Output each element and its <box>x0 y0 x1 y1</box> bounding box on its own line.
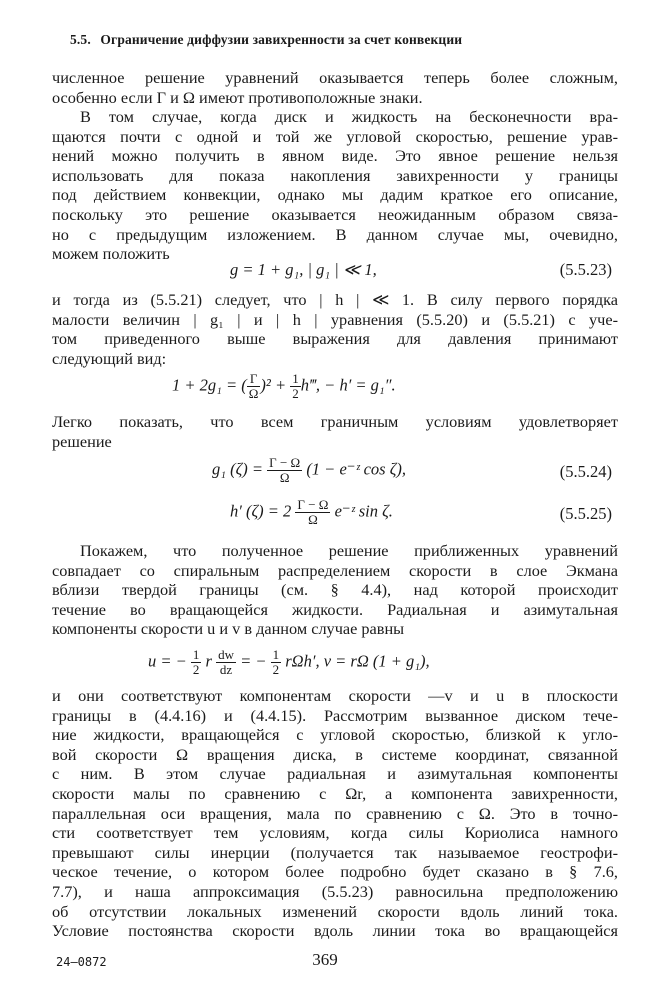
text-line: щаются почти с одной и той же угловой скоростью, решение урав- <box>52 126 618 146</box>
eq-part: 1 + 2g₁ = ( <box>172 375 247 395</box>
equation-formula: g = 1 + g₁, | g₁ | ≪ 1, <box>230 260 377 279</box>
running-header <box>70 32 590 48</box>
eq-part: )² + <box>260 375 291 395</box>
frac-num: Γ <box>247 372 261 387</box>
eq-part: g₁ (ζ) = <box>212 459 268 479</box>
paragraph-2 <box>52 107 618 264</box>
fraction-one-half <box>191 648 202 677</box>
text-line: использовать для показа накопления завихренности у границы <box>52 165 618 185</box>
equation-5-5-24 <box>52 454 618 490</box>
fraction-gamma-omega <box>247 372 261 401</box>
text-line: Условие постоянства скорости вдоль линии тока во вращающейся <box>52 921 618 941</box>
frac-den: Ω <box>308 512 318 527</box>
text-line: особенно если Γ и Ω имеют противоположные знаки. <box>52 87 423 107</box>
equation-number: (5.5.25) <box>559 504 612 523</box>
fraction-dw-dz <box>216 648 236 677</box>
frac-den: Ω <box>248 386 259 401</box>
text-line: нений можно получить в явном виде. Это явное решение нельзя <box>52 146 618 166</box>
page-number: 369 <box>312 950 338 969</box>
paragraph-1 <box>52 68 618 107</box>
section-number: 5.5. <box>70 32 91 47</box>
paragraph-6 <box>52 686 618 941</box>
frac-num: Γ − Ω <box>297 497 329 512</box>
eq-part: h‴, − h′ = g₁″. <box>300 375 396 395</box>
frac-den: 2 <box>272 662 280 677</box>
signature-code: 24—0872 <box>56 955 107 969</box>
text-line: компоненты скорости u и v в данном случае равны <box>52 619 405 639</box>
frac-den: 2 <box>292 386 299 401</box>
text-line: следующий вид: <box>52 348 167 368</box>
fraction-one-half <box>290 372 301 401</box>
frac-num: Γ − Ω <box>269 455 301 470</box>
text-line: под действием конвекции, однако мы дадим краткое его описание, <box>52 185 618 205</box>
paragraph-4 <box>52 412 618 451</box>
frac-num: 1 <box>192 647 200 662</box>
text-line: поскольку это решение оказывается неожиданным образом связа- <box>52 204 618 224</box>
frac-den: 2 <box>192 662 200 677</box>
text-line: об отсутствии локальных изменений скорости вдоль линий тока. <box>52 901 618 921</box>
text-line: ние жидкости, вращающейся с угловой скоростью, близкой к угло- <box>52 725 618 745</box>
frac-den: dz <box>219 662 233 677</box>
text-line: решение <box>52 431 112 451</box>
eq-part: u = − <box>148 651 191 671</box>
equation-pressure-system <box>52 368 618 408</box>
eq-part: e⁻ᶻ sin ζ. <box>330 501 393 521</box>
frac-den: Ω <box>279 470 290 485</box>
eq-part: rΩh′, v = rΩ (1 + g₁), <box>281 651 430 671</box>
text-line: и они соответствуют компонентам скорости —v и u в плоскости <box>52 686 618 705</box>
eq-part: (1 − e⁻ᶻ cos ζ), <box>302 459 407 479</box>
text-line: и тогда из (5.5.21) следует, что | h | ≪ 1. В силу первого порядка <box>52 290 618 309</box>
text-line: Покажем, что полученное решение приближенных уравнений <box>80 541 618 560</box>
section-title: Ограничение диффузии завихренности за счет конвекции <box>100 32 463 47</box>
text-line: сти соответствует тем условиям, когда силы Кориолиса намного <box>52 823 618 843</box>
text-line: границы в (4.4.16) и (4.4.15). Рассмотрим вызванное диском тече- <box>52 705 618 725</box>
text-line: ческое течение, о котором более подробно будет сказано в § 7.6, <box>52 862 618 882</box>
text-line: течение во вращающейся жидкости. Радиальная и азимутальная <box>52 599 618 619</box>
text-line: 7.7), и наша аппроксимация (5.5.23) равносильна предположению <box>52 881 618 901</box>
equation-number: (5.5.23) <box>559 260 612 279</box>
text-line: скорости малы по сравнению с Ωr, а компонента завихренности, <box>52 783 618 803</box>
equation-velocity-components <box>52 644 618 684</box>
paragraph-5 <box>52 541 618 639</box>
text-line: с ним. В этом случае радиальная и азимутальная компоненты <box>52 764 618 784</box>
equation-formula <box>148 648 430 677</box>
frac-num: 1 <box>272 647 280 662</box>
text-line: совпадает со спиральным распределением скорости в слое Экмана <box>52 560 618 580</box>
text-line: можем положить <box>52 244 170 264</box>
text-line: Легко показать, что всем граничным условиям удовлетворяет <box>52 412 618 431</box>
text-line: малости величин | g₁ | и | h | уравнения (5.5.20) и (5.5.21) с уче- <box>52 309 618 329</box>
text-line: превышают силы инерции (получается так называемое геострофи- <box>52 842 618 862</box>
fraction-one-half <box>271 648 282 677</box>
text-line: вой скорости Ω вращения диска, в системе координат, связанной <box>52 744 618 764</box>
frac-num: 1 <box>292 371 299 386</box>
equation-formula <box>172 372 396 401</box>
equation-5-5-25 <box>52 496 618 532</box>
eq-part: r <box>201 651 217 671</box>
frac-num: dw <box>218 647 234 662</box>
eq-part: = − <box>235 651 271 671</box>
text-line: но с предыдущим изложением. В данном случае мы, очевидно, <box>52 224 618 244</box>
text-line: В том случае, когда диск и жидкость на бесконечности вра- <box>80 107 618 126</box>
text-line: численное решение уравнений оказывается теперь более сложным, <box>52 68 618 87</box>
fraction-gamma-minus-omega <box>267 456 302 485</box>
equation-5-5-23 <box>52 258 618 288</box>
text-line: параллельная оси вращения, мала по сравнению с Ω. Это в точно- <box>52 803 618 823</box>
equation-formula <box>230 498 393 527</box>
text-line: вблизи твердой границы (см. § 4.4), над которой происходит <box>52 580 618 600</box>
paragraph-3 <box>52 290 618 368</box>
fraction-gamma-minus-omega <box>295 498 330 527</box>
text-line: том приведенного выше выражения для давления принимают <box>52 329 618 349</box>
eq-part: h′ (ζ) = 2 <box>230 501 296 521</box>
equation-formula <box>212 456 406 485</box>
equation-number: (5.5.24) <box>559 462 612 481</box>
